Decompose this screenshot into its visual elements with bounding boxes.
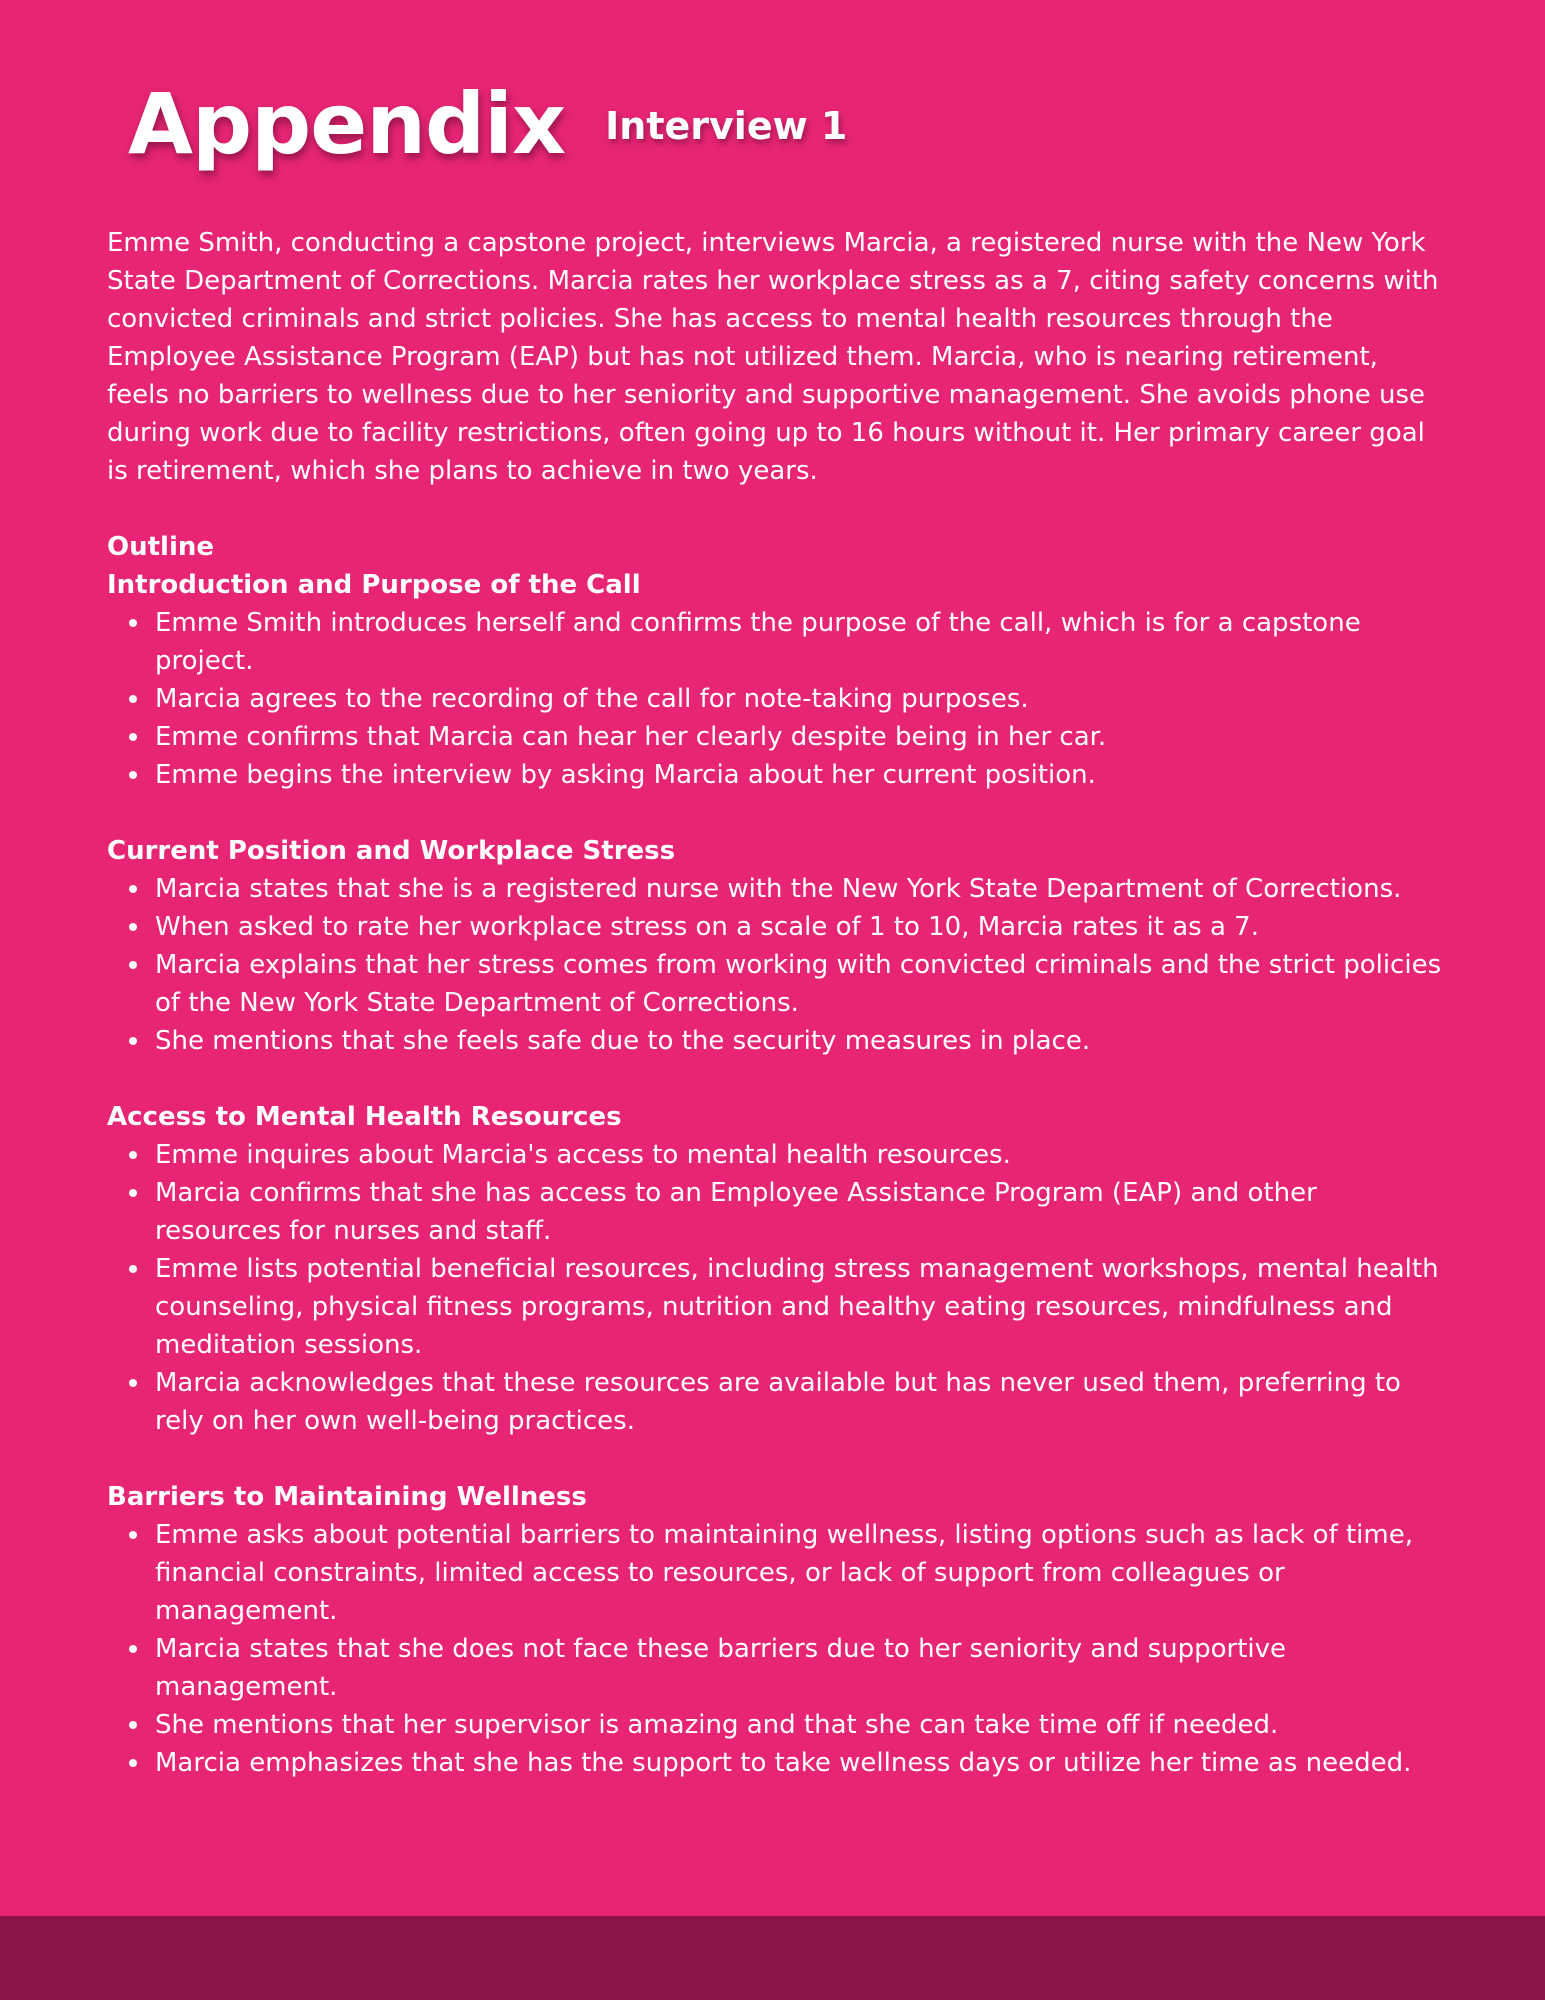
list-item — [155, 1174, 1447, 1250]
section-title: Current Position and Workplace Stress — [107, 836, 676, 866]
bullet-icon — [129, 1151, 137, 1159]
bullet-icon — [129, 619, 137, 627]
list-item — [155, 1516, 1447, 1630]
section-title: Barriers to Maintaining Wellness — [107, 1482, 587, 1512]
list-item — [155, 1364, 1447, 1440]
bullet-icon — [129, 1189, 137, 1197]
bullet-icon — [129, 1645, 137, 1653]
list-item — [155, 908, 1447, 946]
list-item — [155, 1630, 1447, 1706]
list-item-text: She mentions that her supervisor is amazing and that she can take time off if needed. — [155, 1710, 1279, 1740]
section-title: Access to Mental Health Resources — [107, 1102, 622, 1132]
bullet-icon — [129, 923, 137, 931]
list-item-text: Emme Smith introduces herself and confirms the purpose of the call, which is for a capstone project. — [155, 608, 1361, 676]
bullet-icon — [129, 1759, 137, 1767]
bullet-icon — [129, 695, 137, 703]
footer-bar — [0, 1916, 1545, 2000]
bullet-list — [107, 604, 1447, 794]
bullet-icon — [129, 885, 137, 893]
list-item — [155, 1706, 1447, 1744]
list-item-text: Emme inquires about Marcia's access to mental health resources. — [155, 1140, 1011, 1170]
list-item-text: Emme asks about potential barriers to maintaining wellness, listing options such as lack of time, financial constraints, limited access to resources, or lack of support from colleagues or management. — [155, 1520, 1413, 1626]
bullet-icon — [129, 1379, 137, 1387]
bullet-icon — [129, 1265, 137, 1273]
list-item-text: Marcia states that she does not face these barriers due to her seniority and supportive management. — [155, 1634, 1287, 1702]
list-item — [155, 870, 1447, 908]
bullet-icon — [129, 733, 137, 741]
list-item — [155, 1136, 1447, 1174]
list-item — [155, 680, 1447, 718]
bullet-icon — [129, 1531, 137, 1539]
section-barriers-wellness — [107, 1478, 1447, 1782]
section-workplace-stress — [107, 832, 1447, 1060]
summary-paragraph: Emme Smith, conducting a capstone project, interviews Marcia, a registered nurse with the New York State Department of Corrections. Marcia rates her workplace stress as a 7, citing safety concerns with convicted criminals and strict policies. She has access to mental health resources through the Employee Assistance Program (EAP) but has not utilized them. Marcia, who is nearing retirement, feels no barriers to wellness due to her seniority and supportive management. She avoids phone use during work due to facility restrictions, often going up to 16 hours without it. Her primary career goal is retirement, which she plans to achieve in two years. — [107, 228, 1439, 486]
list-item-text: Marcia states that she is a registered nurse with the New York State Department of Corrections. — [155, 874, 1402, 904]
list-item — [155, 718, 1447, 756]
list-item — [155, 1250, 1447, 1364]
document-body — [107, 224, 1447, 1782]
list-item-text: She mentions that she feels safe due to the security measures in place. — [155, 1026, 1091, 1056]
list-item-text: Marcia confirms that she has access to an Employee Assistance Program (EAP) and other resources for nurses and staff. — [155, 1178, 1317, 1246]
list-item — [155, 604, 1447, 680]
list-item — [155, 1744, 1447, 1782]
section-mental-health-resources — [107, 1098, 1447, 1440]
page-title: Appendix — [128, 75, 566, 173]
bullet-icon — [129, 771, 137, 779]
bullet-icon — [129, 1721, 137, 1729]
list-item-text: Emme confirms that Marcia can hear her clearly despite being in her car. — [155, 722, 1107, 752]
bullet-list — [107, 870, 1447, 1060]
list-item-text: Marcia emphasizes that she has the support to take wellness days or utilize her time as needed. — [155, 1748, 1412, 1778]
list-item — [155, 946, 1447, 1022]
list-item — [155, 756, 1447, 794]
section-title: Introduction and Purpose of the Call — [107, 570, 641, 600]
section-introduction — [107, 566, 1447, 794]
list-item-text: Marcia acknowledges that these resources are available but has never used them, preferring to rely on her own well-being practices. — [155, 1368, 1401, 1436]
list-item — [155, 1022, 1447, 1060]
page-subtitle: Interview 1 — [605, 104, 848, 148]
header — [128, 75, 848, 182]
list-item-text: Marcia explains that her stress comes from working with convicted criminals and the strict policies of the New York State Department of Corrections. — [155, 950, 1442, 1018]
outline-label: Outline — [107, 532, 215, 562]
bullet-icon — [129, 1037, 137, 1045]
bullet-list — [107, 1516, 1447, 1782]
list-item-text: When asked to rate her workplace stress on a scale of 1 to 10, Marcia rates it as a 7. — [155, 912, 1259, 942]
bullet-icon — [129, 961, 137, 969]
list-item-text: Emme begins the interview by asking Marcia about her current position. — [155, 760, 1096, 790]
list-item-text: Marcia agrees to the recording of the call for note-taking purposes. — [155, 684, 1029, 714]
bullet-list — [107, 1136, 1447, 1440]
list-item-text: Emme lists potential beneficial resources, including stress management workshops, mental health counseling, physical fitness programs, nutrition and healthy eating resources, mindfulness and meditation sessions. — [155, 1254, 1439, 1360]
